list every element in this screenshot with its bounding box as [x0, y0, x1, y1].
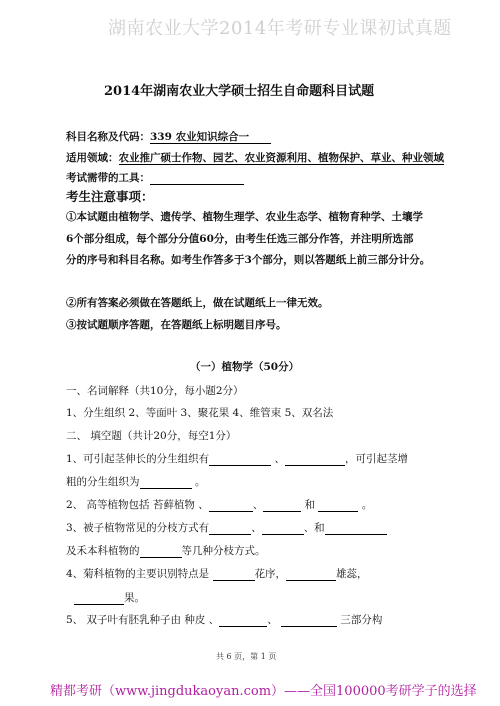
- fill-item-3-cont: [66, 543, 266, 558]
- notice-heading: 考生注意事项：: [66, 189, 154, 204]
- q1-title: 一、名词解释（共10分，每小题2分）: [66, 385, 244, 397]
- fill-1-blank-3: [140, 477, 192, 489]
- fill-4-text-d: 果。: [124, 592, 145, 604]
- field-label: 适用领域：: [66, 152, 119, 164]
- page-number: 共 6 页，第 1 页: [216, 652, 277, 661]
- fill-3-text-e: 等几种分枝方式。: [181, 545, 266, 557]
- notice-1b: 6个部分组成，每个部分分值60分，由考生任选三部分作答，并注明所选部: [66, 233, 414, 245]
- fill-2-blank-3: [318, 500, 358, 512]
- fill-3-text-a: 3、被子植物常见的分枝方式有: [66, 522, 210, 534]
- subject-line: [66, 129, 271, 144]
- fill-4-blank-2: [286, 569, 336, 581]
- fill-3-blank-4: [140, 546, 182, 558]
- fill-1-text-b: 、: [274, 453, 286, 465]
- fill-item-4: [66, 566, 368, 581]
- fill-4-text-b: 花序，: [254, 568, 287, 580]
- fill-5-blank-1: [219, 615, 267, 627]
- fill-4-blank-1: [213, 569, 255, 581]
- promo-footer-link[interactable]: 精都考研（www.jingdukaoyan.com）——全国100000考研学子的选择: [50, 684, 477, 699]
- subject-label: 科目名称及代码：: [66, 131, 150, 143]
- notice-2: ②所有答案必须做在答题纸上，做在试题纸上一律无效。: [66, 297, 329, 309]
- fill-3-text-d: 及禾本科植物的: [66, 545, 140, 557]
- fill-3-blank-1: [209, 523, 251, 535]
- fill-2-blank-1: [209, 500, 253, 512]
- fill-1-blank-2: [285, 454, 345, 466]
- fill-item-3: [66, 520, 387, 535]
- fill-3-text-b: 、: [251, 522, 262, 534]
- fill-1-text-e: 。: [194, 476, 206, 488]
- watermark-text: 湖南农业大学2014年考研专业课初试真题: [108, 18, 452, 39]
- fill-2-text-b: 、: [252, 499, 264, 511]
- fill-item-1: [66, 451, 408, 466]
- subject-value: 339 农业知识综合一: [150, 131, 271, 144]
- fill-4-blank-3: [74, 593, 124, 605]
- tools-line: [66, 170, 244, 185]
- fill-1-text-d: 粗的分生组织为: [66, 476, 140, 488]
- page-title: 2014年湖南农业大学硕士招生自命题科目试题: [104, 84, 375, 99]
- notice-1c: 分的序号和科目名称。如考生作答多于3个部分，则以答题纸上前三部分计分。: [66, 254, 431, 266]
- notice-3: ③按试题顺序答题，在答题纸上标明题目序号。: [66, 319, 287, 331]
- fill-3-blank-2: [262, 523, 304, 535]
- fill-1-text-c: ，可引起茎增: [345, 453, 409, 465]
- field-value: 农业推广硕士作物、园艺、农业资源利用、植物保护、草业、种业领域: [118, 152, 444, 164]
- section-title: （一）植物学（50分）: [190, 361, 300, 373]
- fill-item-1-cont: [66, 474, 205, 489]
- fill-3-text-c: 、和: [303, 522, 325, 534]
- tools-blank: [150, 173, 244, 185]
- fill-2-text-d: 。: [361, 499, 373, 511]
- fill-4-text-c: 雄蕊，: [336, 568, 368, 580]
- fill-item-2: [66, 497, 372, 512]
- fill-5-text-a: 5、 双子叶有胚乳种子由 种皮 、: [66, 614, 220, 626]
- tools-label: 考试需带的工具：: [66, 172, 150, 184]
- fill-2-text-c: 和: [304, 499, 316, 511]
- fill-5-text-b: 、: [267, 614, 278, 626]
- fill-item-4-cont: [74, 590, 145, 605]
- notice-1a: ①本试题由植物学、遗传学、植物生理学、农业生态学、植物育种学、土壤学: [66, 211, 423, 223]
- fill-item-5: [66, 612, 382, 627]
- q1-items: 1、分生组织 2、等面叶 3、聚花果 4、维管束 5、双名法: [66, 407, 334, 419]
- fill-1-blank-1: [209, 454, 271, 466]
- fill-3-blank-3: [325, 523, 387, 535]
- fill-5-blank-2: [281, 615, 337, 627]
- q2-title: 二、 填空题（共计20分，每空1分）: [66, 430, 237, 442]
- fill-4-text-a: 4、菊科植物的主要识别特点是: [66, 568, 210, 580]
- fill-2-text-a: 2、 高等植物包括 苔藓植物 、: [66, 499, 209, 511]
- fill-1-text-a: 1、可引起茎伸长的分生组织有: [66, 453, 210, 465]
- field-line: [66, 150, 444, 165]
- fill-5-text-c: 三部分构: [340, 614, 383, 626]
- fill-2-blank-2: [263, 500, 301, 512]
